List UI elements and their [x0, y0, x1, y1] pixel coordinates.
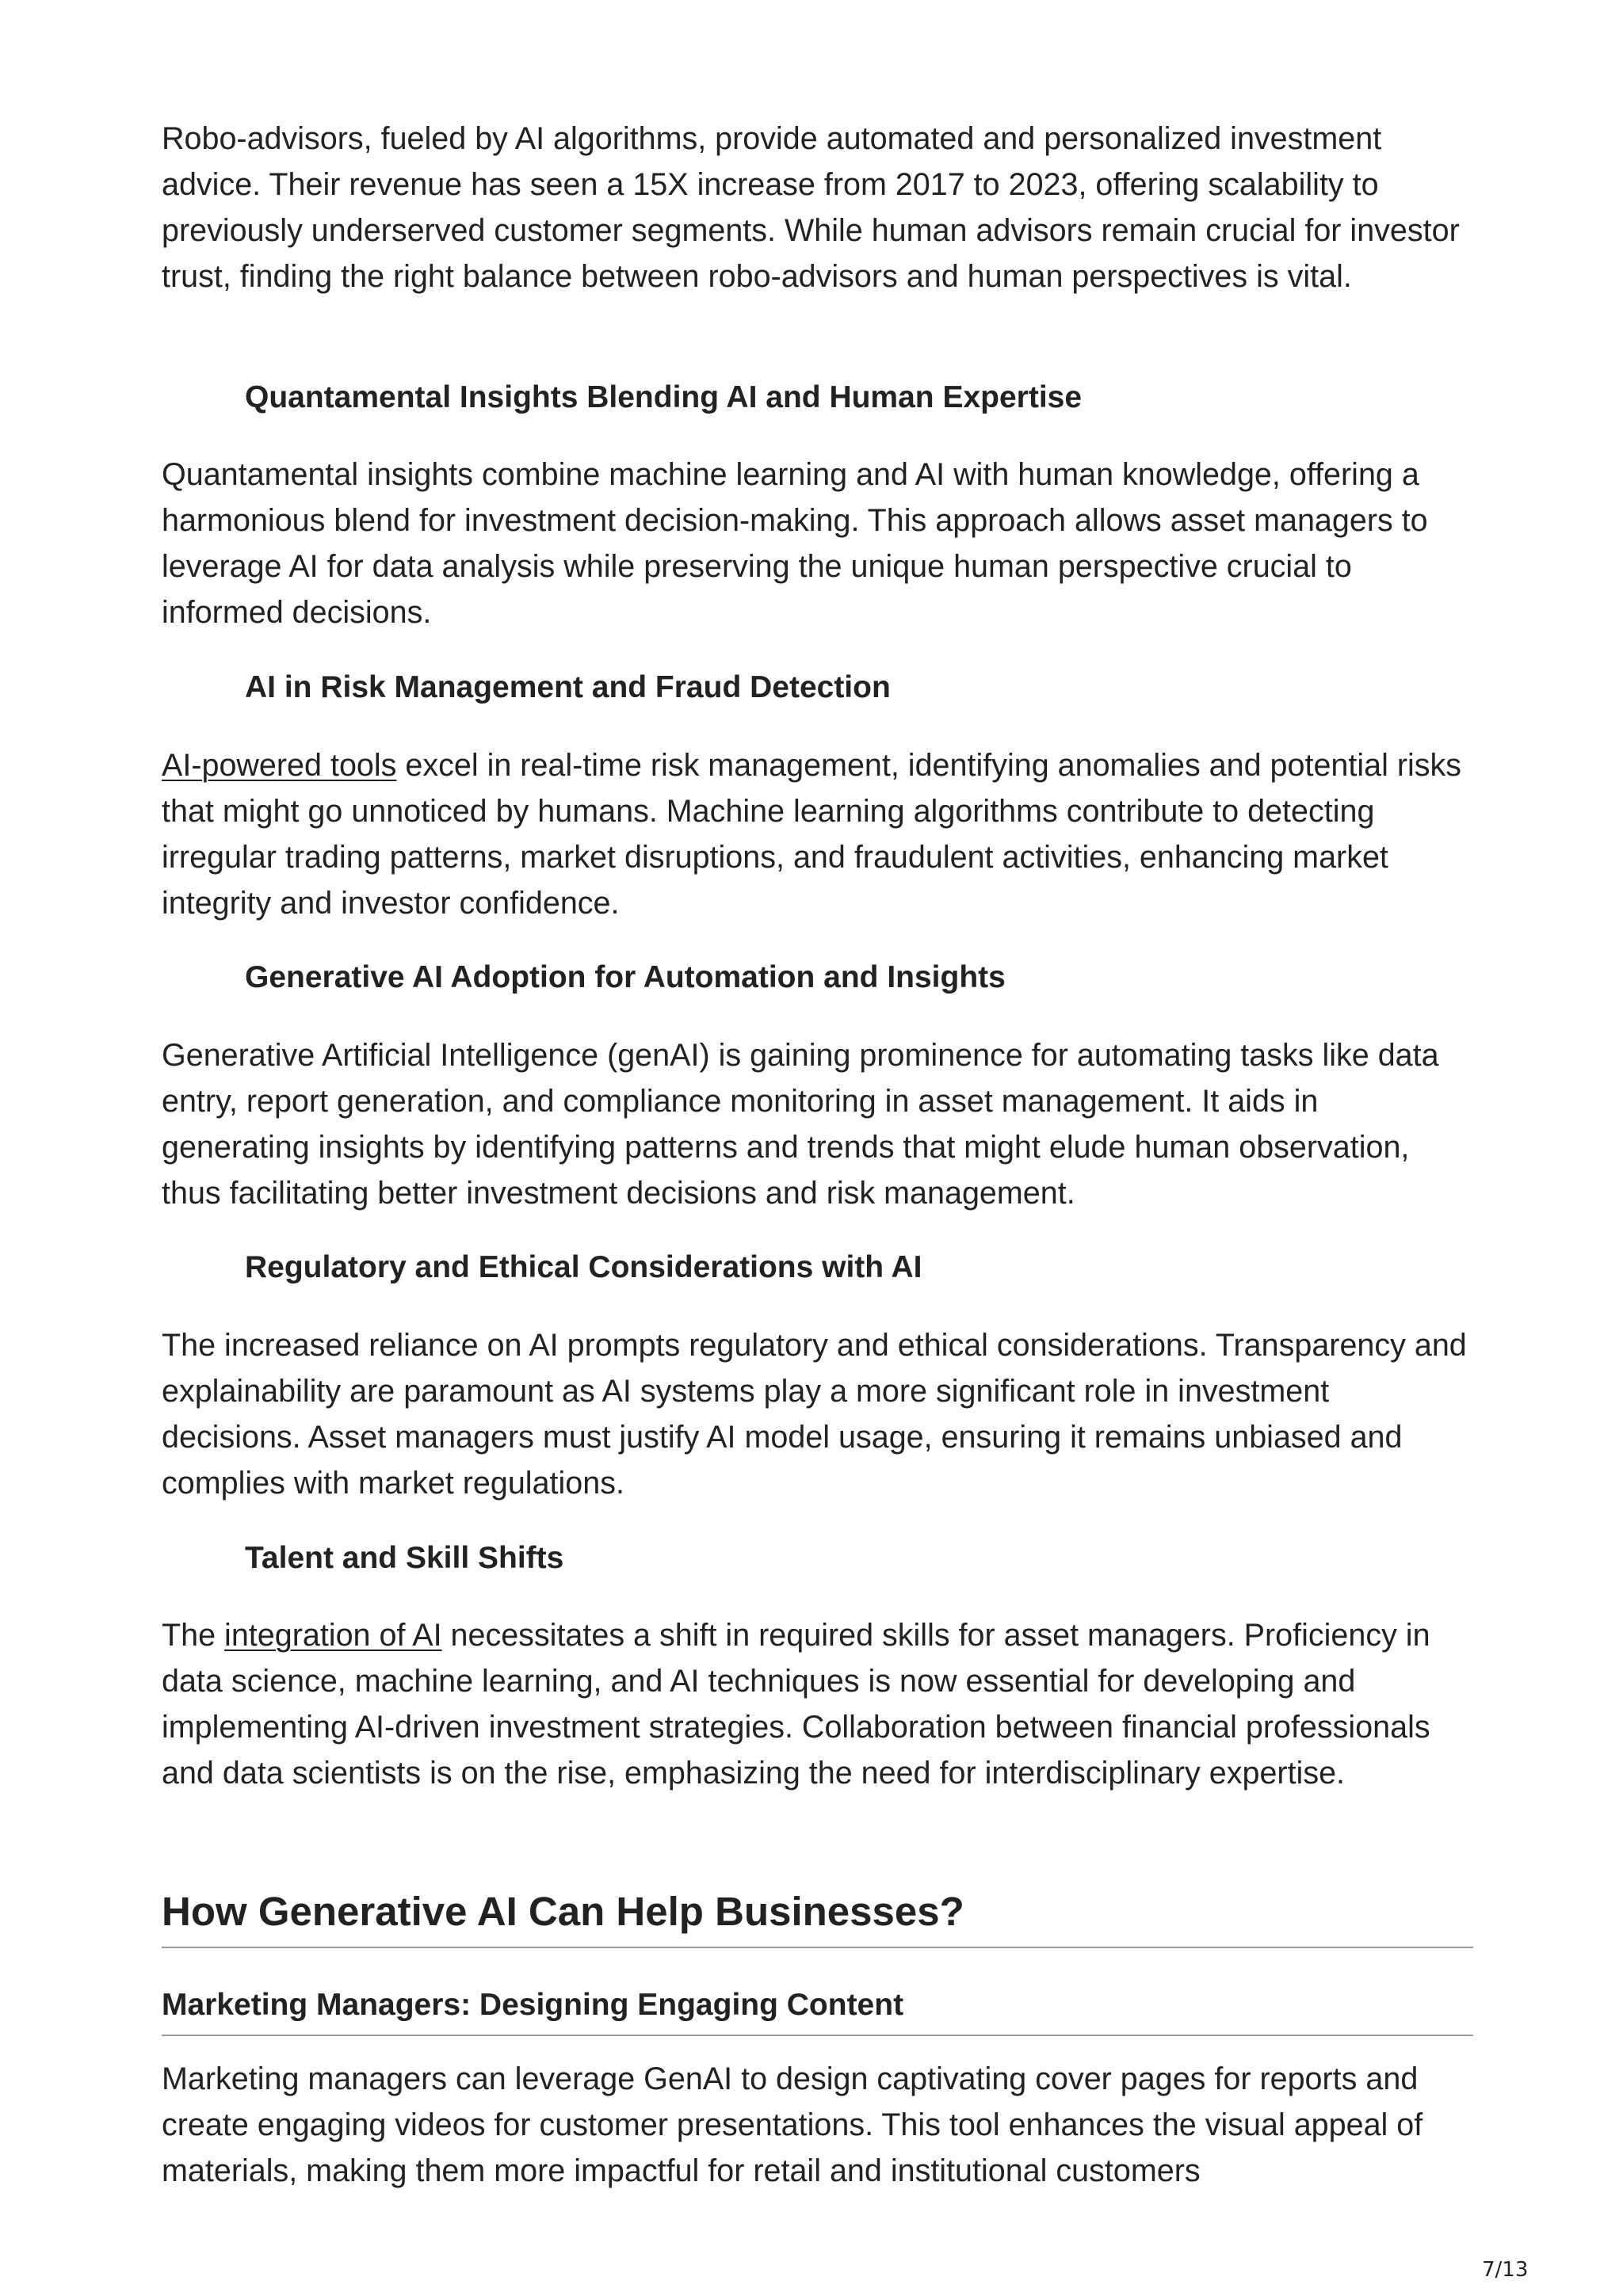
h3-divider: [162, 2035, 1473, 2036]
section-heading-risk-management: AI in Risk Management and Fraud Detection: [245, 670, 891, 704]
h2-divider: [162, 1947, 1473, 1948]
section-heading-regulatory: Regulatory and Ethical Considerations with AI: [245, 1250, 922, 1284]
marketing-managers-paragraph: Marketing managers can leverage GenAI to design captivating cover pages for reports and create engaging videos for customer presentations. This tool enhances the visual appeal of materials, making them more impactful for retail and institutional customers: [162, 2061, 1423, 2188]
section-heading-generative-ai: Generative AI Adoption for Automation and Insights: [245, 960, 1006, 994]
section-heading-quantamental: Quantamental Insights Blending AI and Human Expertise: [245, 380, 1083, 414]
talent-body-prefix: The: [162, 1618, 225, 1653]
section-body-talent: [162, 1612, 1473, 1796]
intro-paragraph: Robo-advisors, fueled by AI algorithms, provide automated and personalized investment advice. Their revenue has seen a 15X increase from 2017 to 2023, offering scalability to previously underserved customer segments. While human advisors remain crucial for investor trust, finding the right balance between robo-advisors and human perspectives is vital.: [162, 121, 1460, 294]
integration-of-ai-link[interactable]: integration of AI: [224, 1618, 442, 1653]
section-body-risk-management: [162, 742, 1473, 926]
section-h2-generative-ai-businesses: How Generative AI Can Help Businesses?: [162, 1889, 964, 1934]
risk-body-text: excel in real-time risk management, identifying anomalies and potential risks that might go unnoticed by humans. Machine learning algorithms contribute to detecting irregular trading patterns, market disruptions, and fraudulent activities, enhancing market integrity and investor confidence.: [162, 748, 1462, 921]
page-number: 7/13: [1482, 2258, 1529, 2282]
section-heading-talent: Talent and Skill Shifts: [245, 1541, 564, 1575]
section-body-generative-ai: Generative Artificial Intelligence (genAI) is gaining prominence for automating tasks like data entry, report generation, and compliance monitoring in asset management. It aids in generating insights by identifying patterns and trends that might elude human observation, thus facilitating better investment decisions and risk management.: [162, 1038, 1439, 1211]
section-body-regulatory: The increased reliance on AI prompts regulatory and ethical considerations. Transparency and explainability are paramount as AI systems play a more significant role in investment decisions. Asset managers must justify AI model usage, ensuring it remains unbiased and complies with market regulations.: [162, 1328, 1467, 1501]
talent-body-text: necessitates a shift in required skills for asset managers. Proficiency in data science, machine learning, and AI techniques is now essential for developing and implementing AI-driven investment strategies. Collaboration between financial professionals and data scientists is on the rise, emphasizing the need for interdisciplinary expertise.: [162, 1618, 1430, 1791]
section-body-quantamental: Quantamental insights combine machine learning and AI with human knowledge, offering a harmonious blend for investment decision-making. This approach allows asset managers to leverage AI for data analysis while preserving the unique human perspective crucial to informed decisions.: [162, 457, 1428, 630]
subsection-heading-marketing-managers: Marketing Managers: Designing Engaging Content: [162, 1988, 904, 2022]
ai-powered-tools-link[interactable]: AI-powered tools: [162, 748, 397, 783]
